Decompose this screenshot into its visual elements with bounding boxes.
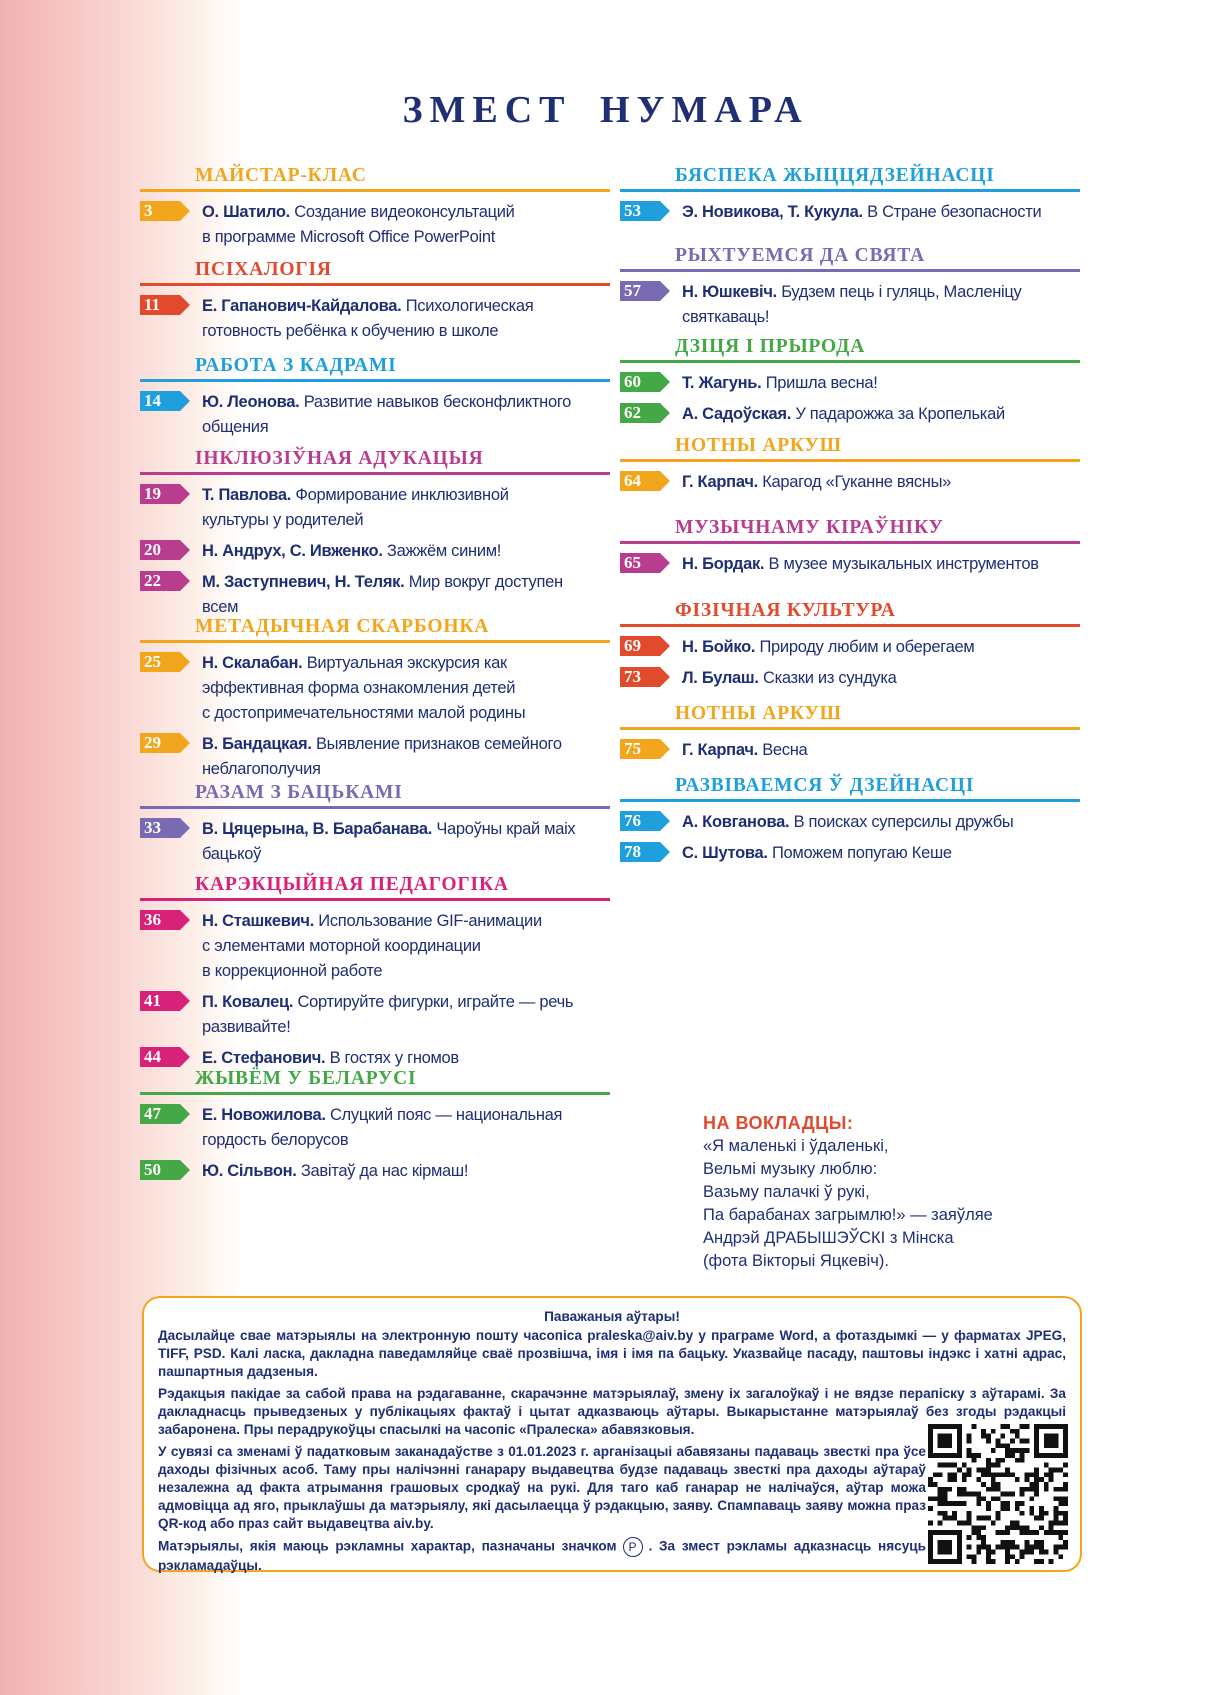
entry-line xyxy=(202,319,610,344)
entry-title: в программе Microsoft Office PowerPoint xyxy=(202,228,496,246)
entry-text xyxy=(682,810,1080,835)
section-title: РАЗАМ З БАЦЬКАМІ xyxy=(195,782,403,803)
page-number-badge: 3 xyxy=(140,201,180,221)
toc-section xyxy=(140,872,610,1077)
entry-line xyxy=(202,842,610,867)
entry-text xyxy=(202,1159,610,1184)
entry-line xyxy=(202,757,610,782)
entry-text xyxy=(202,651,610,726)
entry-author: Ю. Сільвон. xyxy=(202,1162,297,1180)
section-title: РАБОТА З КАДРАМІ xyxy=(195,355,397,376)
entry-author: А. Садоўская. xyxy=(682,405,792,423)
toc-entry[interactable] xyxy=(620,371,1080,396)
entry-title: Карагод «Гуканне вясны» xyxy=(762,473,952,491)
page-number-badge: 36 xyxy=(140,910,180,930)
toc-entry[interactable] xyxy=(620,810,1080,835)
entry-text xyxy=(202,909,610,984)
section-title: РЫХТУЕМСЯ ДА СВЯТА xyxy=(675,245,925,266)
entry-title: с элементами моторной координации xyxy=(202,937,481,955)
page-number-badge: 76 xyxy=(620,811,660,831)
entry-line xyxy=(202,676,610,701)
entry-line xyxy=(202,817,610,842)
page-number-badge: 50 xyxy=(140,1160,180,1180)
toc-entry[interactable] xyxy=(140,990,610,1040)
entry-author: Н. Бордак. xyxy=(682,555,765,573)
entry-title: Поможем попугаю Кеше xyxy=(771,844,952,862)
toc-entry[interactable] xyxy=(140,294,610,344)
page-number-badge: 69 xyxy=(620,636,660,656)
entry-line xyxy=(202,390,610,415)
entry-text xyxy=(202,200,610,250)
section-divider xyxy=(620,459,1080,462)
entry-line xyxy=(202,539,610,564)
entry-author: Л. Булаш. xyxy=(682,669,759,687)
notice-paragraph: Дасылайце свае матэрыялы на электронную пошту часопіса praleska@aiv.by у праграме Word, а фотаздымкі — у фарматах JPEG, TIFF, PSD. Калі ласка, дакладна паведамляйце сваё прозвішча, імя і імя па бацьку. Указвайце пасаду, паштовы індэкс і хатні адрас, пашпартныя дадзеныя. xyxy=(158,1328,1066,1379)
cover-line: (фота Вікторыі Яцкевіч). xyxy=(703,1252,889,1270)
toc-section xyxy=(620,701,1080,769)
entry-line xyxy=(202,701,610,726)
entry-author: Е. Новожилова. xyxy=(202,1106,326,1124)
toc-entry[interactable] xyxy=(140,483,610,533)
entry-author: О. Шатило. xyxy=(202,203,290,221)
toc-entry[interactable] xyxy=(140,570,610,620)
qr-code-icon[interactable] xyxy=(928,1424,1068,1564)
entry-text xyxy=(202,990,610,1040)
cover-title: НА ВОКЛАДЦЫ: xyxy=(703,1113,854,1133)
page-number-badge: 11 xyxy=(140,295,180,315)
cover-line: «Я маленькі і ўдаленькі, xyxy=(703,1137,889,1155)
section-divider xyxy=(140,898,610,901)
entry-text xyxy=(202,539,610,564)
entry-title: всем xyxy=(202,598,239,616)
page-number-badge: 57 xyxy=(620,281,660,301)
entry-line xyxy=(202,651,610,676)
entry-line xyxy=(682,841,1080,866)
entry-title: Создание видеоконсультаций xyxy=(294,203,515,221)
toc-section xyxy=(620,243,1080,336)
page-number-badge: 22 xyxy=(140,571,180,591)
toc-entry[interactable] xyxy=(620,666,1080,691)
toc-entry[interactable] xyxy=(620,841,1080,866)
entry-text xyxy=(682,552,1080,577)
section-title: ЖЫВЁМ У БЕЛАРУСІ xyxy=(195,1068,417,1089)
page-number-badge: 44 xyxy=(140,1047,180,1067)
cover-line: Па барабанах загрымлю!» — заяўляе xyxy=(703,1206,993,1224)
entry-author: Г. Карпач. xyxy=(682,473,758,491)
entry-title: готовность ребёнка к обучению в школе xyxy=(202,322,499,340)
entry-title: Сказки из сундука xyxy=(762,669,897,687)
toc-entry[interactable] xyxy=(620,738,1080,763)
entry-line xyxy=(682,402,1080,427)
entry-title: Пришла весна! xyxy=(765,374,878,392)
entry-author: М. Заступневич, Н. Теляк. xyxy=(202,573,405,591)
entry-title: В музее музыкальных инструментов xyxy=(768,555,1039,573)
entry-title: Слуцкий пояс — национальная xyxy=(329,1106,563,1124)
entry-line xyxy=(682,280,1080,305)
entry-author: Н. Андрух, С. Ивженко. xyxy=(202,542,383,560)
section-title: МАЙСТАР-КЛАС xyxy=(195,165,367,186)
section-divider xyxy=(620,360,1080,363)
entry-title: Чароўны край маіх xyxy=(436,820,576,838)
section-divider xyxy=(620,269,1080,272)
entry-title: бацькоў xyxy=(202,845,262,863)
toc-section xyxy=(620,773,1080,872)
entry-title: Будзем пець і гуляць, Масленіцу xyxy=(781,283,1022,301)
toc-entry[interactable] xyxy=(140,817,610,867)
entry-line xyxy=(682,635,1080,660)
entry-author: В. Бандацкая. xyxy=(202,735,312,753)
entry-title: Сортируйте фигурки, играйте — речь xyxy=(297,993,574,1011)
entry-title: Выявление признаков семейного xyxy=(315,735,562,753)
section-title: БЯСПЕКА ЖЫЦЦЯДЗЕЙНАСЦІ xyxy=(675,165,995,186)
entry-title: общения xyxy=(202,418,269,436)
section-divider xyxy=(620,541,1080,544)
entry-line xyxy=(202,508,610,533)
section-divider xyxy=(140,640,610,643)
entry-line xyxy=(682,371,1080,396)
entry-title: Зажжём синим! xyxy=(386,542,502,560)
page-number-badge: 62 xyxy=(620,403,660,423)
entry-line xyxy=(682,305,1080,330)
toc-entry[interactable] xyxy=(620,552,1080,577)
entry-title: Природу любим и оберегаем xyxy=(759,638,975,656)
toc-entry[interactable] xyxy=(620,635,1080,660)
notice-heading: Паважаныя аўтары! xyxy=(544,1309,680,1324)
toc-section xyxy=(140,446,610,626)
section-title: КАРЭКЦЫЙНАЯ ПЕДАГОГІКА xyxy=(195,874,509,895)
entry-title: Завітаў да нас кірмаш! xyxy=(300,1162,469,1180)
entry-text xyxy=(682,402,1080,427)
authors-notice-box xyxy=(142,1296,1082,1572)
toc-entry[interactable] xyxy=(140,909,610,984)
section-divider xyxy=(140,189,610,192)
entry-title: эффективная форма ознакомления детей xyxy=(202,679,516,697)
entry-author: Н. Юшкевіч. xyxy=(682,283,777,301)
entry-text xyxy=(682,738,1080,763)
entry-line xyxy=(682,470,1080,495)
section-title: ДЗІЦЯ І ПРЫРОДА xyxy=(675,336,866,357)
entry-title: неблагополучия xyxy=(202,760,321,778)
entry-line xyxy=(202,200,610,225)
entry-title: Формирование инклюзивной xyxy=(295,486,509,504)
toc-entry[interactable] xyxy=(620,280,1080,330)
page-title: ЗМЕСТ НУМАРА xyxy=(402,89,809,131)
toc-section xyxy=(140,353,610,446)
entry-text xyxy=(682,635,1080,660)
entry-title: Развитие навыков бесконфликтного xyxy=(303,393,572,411)
entry-author: Н. Бойко. xyxy=(682,638,756,656)
entry-line xyxy=(202,1128,610,1153)
entry-text xyxy=(682,841,1080,866)
notice-paragraph: У сувязі са зменамі ў падатковым заканадаўстве з 01.01.2023 г. арганізацыі абавязаны падаваць звесткі пра ўсе даходы фізічных асоб. Таму пры налічэнні ганарару выдавецтва будзе падаваць звесткі пра даходы аўтараў незалежна ад факта атрымання грашовых сродкаў на рукі. Для таго каб ганарар не налічаўся, аўтар можа адмовіцца ад яго, прыклаўшы да матэрыялу, які дасылаецца ў рэдакцыю, заяву. Спампаваць заяву можна праз QR-код або праз сайт выдавецтва aiv.by. xyxy=(158,1444,926,1531)
section-title: РАЗВІВАЕМСЯ Ў ДЗЕЙНАСЦІ xyxy=(675,775,975,796)
section-title: ІНКЛЮЗІЎНАЯ АДУКАЦЫЯ xyxy=(195,448,484,469)
page-number-badge: 78 xyxy=(620,842,660,862)
entry-title: Виртуальная экскурсия как xyxy=(306,654,507,672)
cover-caption xyxy=(703,1112,1033,1273)
notice-advert-text: Матэрыялы, якія маюць рэкламны характар, пазначаны значком xyxy=(158,1538,617,1554)
toc-section xyxy=(620,433,1080,501)
section-divider xyxy=(140,1092,610,1095)
entry-line xyxy=(682,666,1080,691)
entry-line xyxy=(202,570,610,595)
entry-line xyxy=(202,1159,610,1184)
entry-author: П. Ковалец. xyxy=(202,993,294,1011)
entry-line xyxy=(202,959,610,984)
section-divider xyxy=(140,379,610,382)
entry-line xyxy=(202,1103,610,1128)
page-number-badge: 25 xyxy=(140,652,180,672)
section-divider xyxy=(140,283,610,286)
page-number-badge: 75 xyxy=(620,739,660,759)
section-title: ФІЗІЧНАЯ КУЛЬТУРА xyxy=(675,600,896,621)
toc-entry[interactable] xyxy=(140,651,610,726)
section-title: ПСІХАЛОГІЯ xyxy=(195,259,332,280)
toc-entry[interactable] xyxy=(140,200,610,250)
page-number-badge: 29 xyxy=(140,733,180,753)
section-divider xyxy=(620,189,1080,192)
page-number-badge: 19 xyxy=(140,484,180,504)
entry-author: Г. Карпач. xyxy=(682,741,758,759)
page-number-badge: 65 xyxy=(620,553,660,573)
entry-author: В. Цяцерына, В. Барабанава. xyxy=(202,820,433,838)
toc-section xyxy=(620,163,1080,231)
toc-entry[interactable] xyxy=(140,1159,610,1184)
toc-entry[interactable] xyxy=(620,200,1080,225)
toc-entry[interactable] xyxy=(140,732,610,782)
notice-paragraph: Рэдакцыя пакідае за сабой права на рэдагаванне, скарачэнне матэрыялаў, змену іх загалоўкаў і не вядзе перапіску з аўтарамі. За дакладнасць прыведзеных у публікацыях фактаў і цытат адказваюць аўтары. Выкарыстанне матэрыялаў без згоды рэдакцыі забаронена. Пры перадрукоўцы спасылкі на часопіс «Пралеска» абавязковыя. xyxy=(158,1386,1066,1437)
entry-author: Ю. Леонова. xyxy=(202,393,300,411)
cover-line: Андрэй ДРАБЫШЭЎСКІ з Мінска xyxy=(703,1229,954,1247)
entry-line xyxy=(202,1015,610,1040)
entry-title: В поисках суперсилы дружбы xyxy=(793,813,1014,831)
cover-line: Вельмі музыку люблю: xyxy=(703,1160,878,1178)
entry-text xyxy=(202,1103,610,1153)
entry-text xyxy=(682,470,1080,495)
toc-section xyxy=(140,614,610,788)
toc-entry[interactable] xyxy=(620,470,1080,495)
entry-author: Е. Стефанович. xyxy=(202,1049,326,1067)
entry-title: Весна xyxy=(762,741,808,759)
section-divider xyxy=(620,799,1080,802)
entry-text xyxy=(682,280,1080,330)
toc-section xyxy=(620,334,1080,433)
toc-entry[interactable] xyxy=(140,1103,610,1153)
entry-title: В гостях у гномов xyxy=(329,1049,459,1067)
toc-entry[interactable] xyxy=(140,539,610,564)
toc-section xyxy=(620,515,1080,583)
page-number-badge: 53 xyxy=(620,201,660,221)
entry-author: Е. Гапанович-Кайдалова. xyxy=(202,297,402,315)
notice-advert-paragraph xyxy=(158,1537,926,1575)
page-number-badge: 47 xyxy=(140,1104,180,1124)
section-divider xyxy=(140,806,610,809)
entry-line xyxy=(202,909,610,934)
advert-mark-icon: Р xyxy=(623,1537,643,1557)
entry-title: культуры у родителей xyxy=(202,511,364,529)
entry-line xyxy=(202,990,610,1015)
entry-text xyxy=(682,371,1080,396)
entry-title: В Стране безопасности xyxy=(867,203,1042,221)
entry-title: в коррекционной работе xyxy=(202,962,383,980)
section-divider xyxy=(620,727,1080,730)
toc-section xyxy=(140,257,610,350)
entry-text xyxy=(682,666,1080,691)
entry-title: Психологическая xyxy=(405,297,534,315)
entry-text xyxy=(202,732,610,782)
entry-author: Н. Сташкевич. xyxy=(202,912,314,930)
notice-advert-text-end: . За змест рэкламы адказнасць нясуць рэкламадаўцы. xyxy=(158,1538,926,1573)
entry-line xyxy=(202,294,610,319)
entry-line xyxy=(202,225,610,250)
entry-author: Т. Жагунь. xyxy=(682,374,762,392)
page-number-badge: 41 xyxy=(140,991,180,1011)
entry-text xyxy=(202,817,610,867)
entry-title: У падарожжа за Кропелькай xyxy=(795,405,1005,423)
entry-line xyxy=(682,200,1080,225)
entry-title: с достопримечательностями малой родины xyxy=(202,704,526,722)
toc-section xyxy=(140,163,610,256)
section-title: МУЗЫЧНАМУ КІРАЎНІКУ xyxy=(675,517,944,538)
entry-text xyxy=(682,200,1080,225)
entry-title: Мир вокруг доступен xyxy=(408,573,563,591)
section-divider xyxy=(140,472,610,475)
entry-author: Э. Новикова, Т. Кукула. xyxy=(682,203,863,221)
entry-text xyxy=(202,483,610,533)
entry-text xyxy=(202,294,610,344)
toc-section xyxy=(140,780,610,873)
entry-title: Использование GIF-анимации xyxy=(318,912,542,930)
cover-line: Вазьму палачкі ў рукі, xyxy=(703,1183,870,1201)
entry-line xyxy=(202,415,610,440)
entry-title: развивайте! xyxy=(202,1018,291,1036)
page-number-badge: 60 xyxy=(620,372,660,392)
page-number-badge: 33 xyxy=(140,818,180,838)
entry-text xyxy=(202,570,610,620)
toc-section xyxy=(620,598,1080,697)
entry-author: А. Ковганова. xyxy=(682,813,790,831)
entry-line xyxy=(682,810,1080,835)
toc-entry[interactable] xyxy=(620,402,1080,427)
entry-author: С. Шутова. xyxy=(682,844,768,862)
entry-title: святкаваць! xyxy=(682,308,770,326)
entry-title: гордость белорусов xyxy=(202,1131,349,1149)
section-title: МЕТАДЫЧНАЯ СКАРБОНКА xyxy=(195,616,490,637)
entry-line xyxy=(202,483,610,508)
page-number-badge: 64 xyxy=(620,471,660,491)
toc-section xyxy=(140,1066,610,1190)
page-number-badge: 20 xyxy=(140,540,180,560)
entry-line xyxy=(682,738,1080,763)
page-number-badge: 73 xyxy=(620,667,660,687)
entry-line xyxy=(682,552,1080,577)
entry-line xyxy=(202,934,610,959)
page-number-badge: 14 xyxy=(140,391,180,411)
entry-author: Т. Павлова. xyxy=(202,486,292,504)
entry-text xyxy=(202,390,610,440)
toc-entry[interactable] xyxy=(140,390,610,440)
entry-line xyxy=(202,732,610,757)
section-title: НОТНЫ АРКУШ xyxy=(675,703,842,724)
section-title: НОТНЫ АРКУШ xyxy=(675,435,842,456)
entry-author: Н. Скалабан. xyxy=(202,654,303,672)
section-divider xyxy=(620,624,1080,627)
